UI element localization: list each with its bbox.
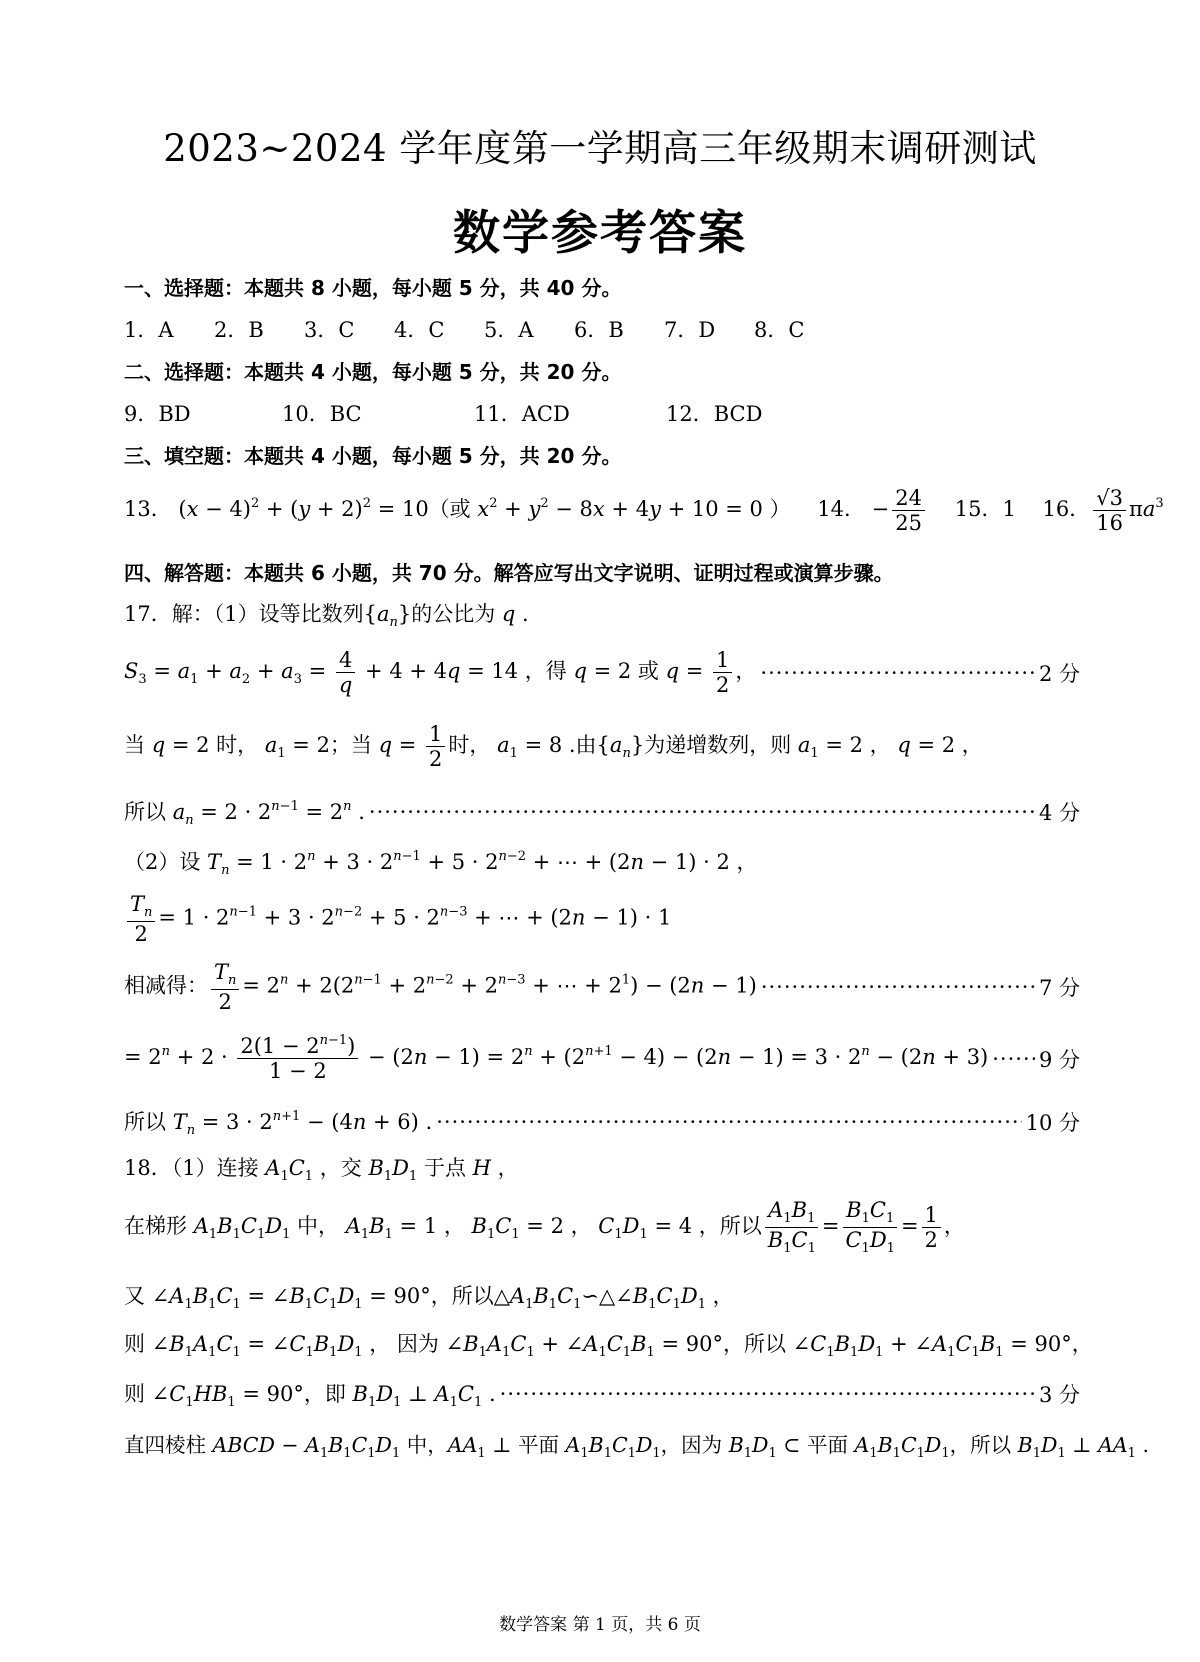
section-1-answers (124, 314, 844, 344)
solution-line: $\frac{T_n}{2}$ = $1 \cdot 2^{n-1} + 3 \cdot 2^{n-2} + 5 \cdot 2^{n-3}$ + ⋯ + (2n − 1) · 1 (124, 892, 671, 946)
answer-12: 12．BCD (666, 402, 763, 426)
answer-2: 2．B (214, 318, 264, 342)
answer-1: 1．A (124, 318, 174, 342)
section-2-heading: 二、选择题：本题共 4 小题，每小题 5 分，共 20 分。 (124, 360, 622, 384)
solution-line: = $2^n + 2$ · $\frac{2(1 - 2^{n-1})}{1 - 2}$ − $(2n - 1) = 2^n + (2^{n+1} - 4) - (2n - 1) = 3 \cdot 2^n - (2n + 3)$ ····· 9 分 (124, 1034, 1080, 1083)
answer-7: 7．D (664, 318, 716, 342)
solution-line: 当 q = 2 时， $a_1 = 2$；当 q = $\frac{1}{2}$ 时， $a_1 = 8$ .由$\{a_n\}$为递增数列，则 $a_1 = 2$ ， q = 2 ， (124, 722, 983, 772)
fill-in-answers: 13． $(x - 4)^2 + (y + 2)^2 = 10$（或 $x^2 + y^2 - 8x + 4y + 10 = 0$ ） 14． − $\frac{24}{25}$ 15．1 16． $\frac{√3}{16}$ $\pi a^3$ (124, 486, 1164, 536)
page-footer: 数学答案 第 1 页，共 6 页 (499, 1615, 701, 1635)
answer-5: 5．A (484, 318, 534, 342)
score-label: 2 分 (1038, 661, 1080, 686)
solution-line: 直四棱柱 ABCD − $A_1B_1C_1D_1$ 中，$AA_1$ ⊥ 平面 $A_1B_1C_1D_1$，因为 $B_1D_1$ ⊂ 平面 $A_1B_1C_1D_1$，所以 $B_1D_1$ ⊥ $AA_1$ . (124, 1433, 1149, 1461)
solution-line: 所以 $T_n = 3 \cdot 2^{n+1} - (4n + 6)$ . ····· 10 分 (124, 1106, 1080, 1138)
section-1-heading: 一、选择题：本题共 8 小题，每小题 5 分，共 40 分。 (124, 276, 622, 300)
answer-4: 4．C (394, 318, 445, 342)
solution-line: $S_3 = a_1 + a_2 + a_3$ = $\frac{4}{q}$ + 4 + 4q = 14 ，得 q = 2 或 q = $\frac{1}{2}$ ， ····· 2 分 (124, 648, 1080, 697)
problem-18-intro: 18．（1）连接 $A_1C_1$ ，交 $B_1D_1$ 于点 H ， (124, 1156, 519, 1184)
solution-line: 所以 $a_n = 2 \cdot 2^{n-1} = 2^n$ . ····· 4 分 (124, 796, 1080, 828)
solution-line: 则 $\angle C_1HB_1 = 90^\circ$，即 $B_1D_1$ ⊥ $A_1C_1$ . ····· 3 分 (124, 1378, 1080, 1410)
page-subtitle: 数学参考答案 (453, 206, 747, 261)
section-4-heading: 四、解答题：本题共 6 小题，共 70 分。解答应写出文字说明、证明过程或演算步骤。 (124, 561, 894, 585)
solution-line: 又 $\angle A_1B_1C_1$ = $\angle B_1C_1D_1 = 90^\circ$，所以$\triangle A_1B_1C_1∽\triangle\angle B_1C_1D_1$ ， (124, 1284, 734, 1312)
solution-line: 相减得： $\frac{T_n}{2}$ = $2^n + 2(2^{n-1} + 2^{n-2} + 2^{n-3}$ + ⋯ + $2^1) - (2n - 1)$ ····· 7 分 (124, 960, 1080, 1014)
solution-line: 在梯形 $A_1B_1C_1D_1$ 中， $A_1B_1 = 1$ ， $B_1C_1 = 2$ ， $C_1D_1 = 4$ ，所以 $\frac{A_1B_1}{B_1C_1}$ = $\frac{B_1C_1}{C_1D_1}$ = $\frac{1}{2}$ ， (124, 1198, 965, 1256)
answer-3: 3．C (304, 318, 355, 342)
answer-9: 9．BD (124, 402, 191, 426)
problem-17-intro: 17．解：（1）设等比数列$\{a_n\}$的公比为 q . (124, 602, 529, 630)
section-3-heading: 三、填空题：本题共 4 小题，每小题 5 分，共 20 分。 (124, 444, 622, 468)
answer-6: 6．B (574, 318, 624, 342)
page-title: 2023~2024 学年度第一学期高三年级期末调研测试 (163, 127, 1037, 170)
answer-8: 8．C (754, 318, 805, 342)
solution-line: （2）设 $T_n = 1 \cdot 2^n + 3 \cdot 2^{n-1} + 5 \cdot 2^{n-2}$ + ⋯ + (2n − 1) · 2 ， (124, 849, 758, 878)
score-label: 4 分 (1038, 801, 1080, 825)
answer-10: 10．BC (282, 402, 362, 426)
solution-line: 则 $\angle B_1A_1C_1$ = $\angle C_1B_1D_1$ ， 因为 $\angle B_1A_1C_1$ + $\angle A_1C_1B_1 = 90^\circ$，所以 $\angle C_1B_1D_1$ + $\angle A_1C_1B_1 = 90^\circ$， (124, 1332, 1093, 1360)
answer-11: 11．ACD (474, 402, 570, 426)
section-2-answers (124, 398, 816, 428)
score-label: 7 分 (1038, 976, 1080, 1001)
score-label: 3 分 (1038, 1383, 1080, 1407)
score-label: 10 分 (1025, 1111, 1080, 1135)
score-label: 9 分 (1038, 1047, 1080, 1072)
